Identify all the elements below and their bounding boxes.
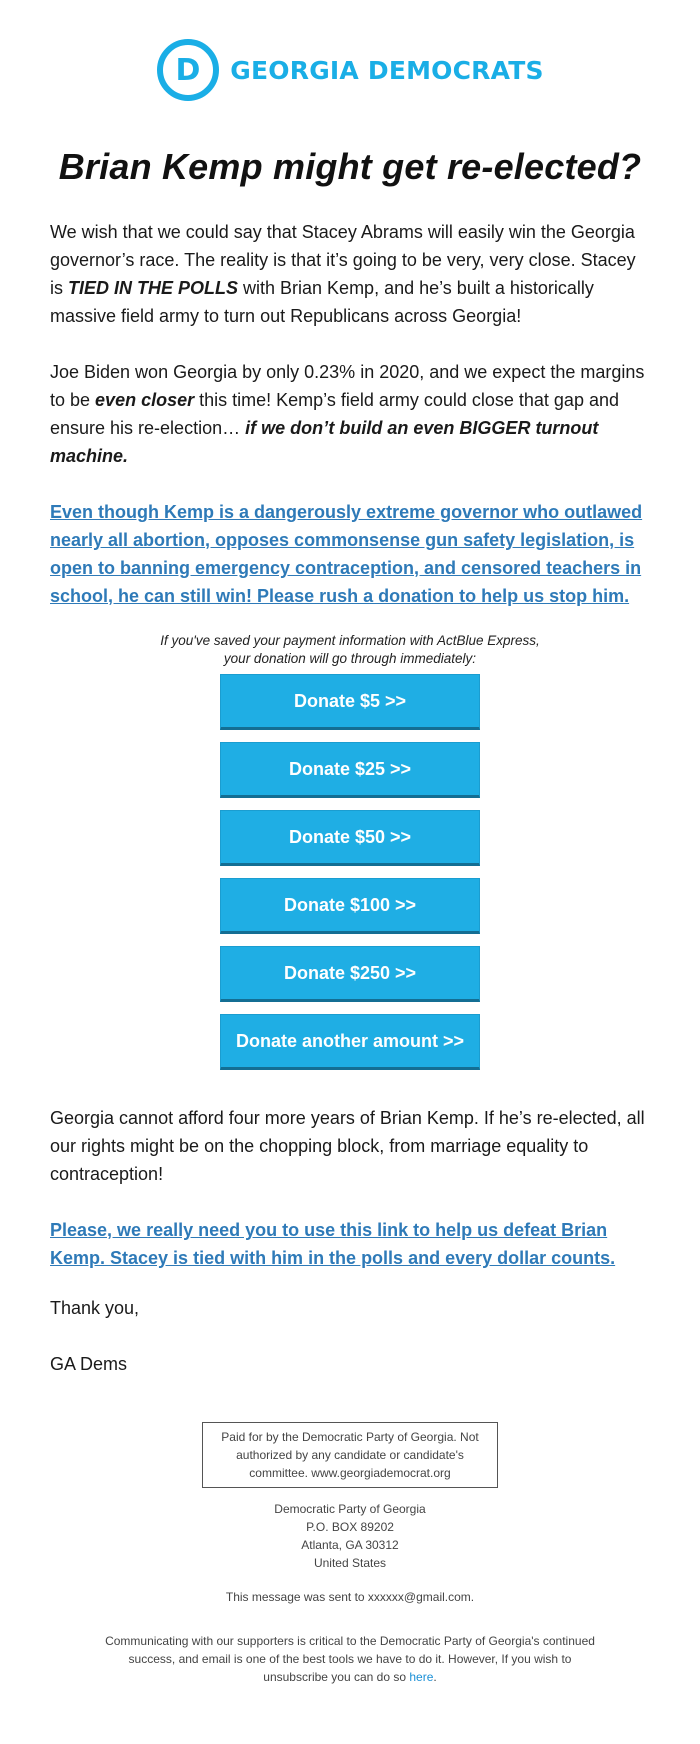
- democrats-d-logo-icon: [156, 38, 220, 102]
- unsubscribe-text: Communicating with our supporters is critical to the Democratic Party of Georgia's continued success, and email is one of the best tools we have to do it. However, If you wish to unsubscribe you can do so: [105, 1634, 595, 1684]
- address-line-1: Democratic Party of Georgia: [274, 1502, 426, 1516]
- unsubscribe-end: .: [433, 1670, 437, 1684]
- email-body: [0, 146, 700, 1378]
- intro-text-1: We wish that we could say that Stacey Abrams will easily win the Georgia governor’s race. The reality is that it’s going to be very, very close. Stacey is: [50, 222, 636, 298]
- intro-text-2: with Brian Kemp, and he’s built a historically massive field army to turn out Republicans across Georgia!: [50, 278, 594, 326]
- donation-appeal-link[interactable]: Even though Kemp is a dangerously extreme governor who outlawed nearly all abortion, opposes commonsense gun safety legislation, is open to banning emergency contraception, and censored teachers in school, he can still win! Please rush a donation to help us stop him.: [50, 502, 643, 606]
- turnout-machine-emphasis: if we don’t build an even BIGGER turnout machine.: [50, 418, 599, 466]
- biden-text-2: this time! Kemp’s field army could close that gap and ensure his re-election…: [50, 390, 619, 438]
- logo-text: GEORGIA DEMOCRATS: [230, 55, 544, 85]
- footer: [0, 1422, 700, 1686]
- unsubscribe-link[interactable]: here: [409, 1670, 434, 1684]
- intro-paragraph: [50, 218, 650, 330]
- donate-buttons: [50, 674, 650, 1082]
- address-line-2: P.O. BOX 89202: [306, 1520, 394, 1534]
- logo-letter: D: [175, 53, 201, 88]
- defeat-kemp-link[interactable]: Please, we really need you to use this link to help us defeat Brian Kemp. Stacey is tied with him in the polls and every dollar counts.: [50, 1220, 616, 1268]
- address-line-4: United States: [313, 1556, 387, 1570]
- biden-paragraph: [50, 358, 650, 470]
- mailing-address: [0, 1500, 700, 1572]
- actblue-express-note: [50, 632, 650, 668]
- biden-text-1: Joe Biden won Georgia by only 0.23% in 2020, and we expect the margins to be: [50, 362, 645, 410]
- paid-for-disclaimer: Paid for by the Democratic Party of Georgia. Not authorized by any candidate or candidate's committee. www.georgiademocrat.org: [202, 1422, 498, 1488]
- donate-5-button[interactable]: Donate $5 >>: [220, 674, 480, 730]
- donate-25-button[interactable]: Donate $25 >>: [220, 742, 480, 798]
- closing-thank-you: Thank you,: [50, 1298, 140, 1318]
- signature: GA Dems: [50, 1354, 128, 1374]
- actblue-note-line-2: your donation will go through immediately:: [223, 651, 477, 666]
- unsubscribe-notice: [0, 1632, 700, 1686]
- tied-in-polls-emphasis: TIED IN THE POLLS: [68, 278, 239, 298]
- closing-section: [50, 1104, 650, 1378]
- donate-other-amount-button[interactable]: Donate another amount >>: [220, 1014, 480, 1070]
- donate-250-button[interactable]: Donate $250 >>: [220, 946, 480, 1002]
- headline: Brian Kemp might get re-elected?: [58, 146, 642, 187]
- donate-50-button[interactable]: Donate $50 >>: [220, 810, 480, 866]
- actblue-note-line-1: If you've saved your payment information with ActBlue Express,: [160, 633, 540, 648]
- donate-100-button[interactable]: Donate $100 >>: [220, 878, 480, 934]
- address-line-3: Atlanta, GA 30312: [301, 1538, 399, 1552]
- header: [0, 0, 700, 140]
- rights-paragraph: Georgia cannot afford four more years of Brian Kemp. If he’s re-elected, all our rights might be on the chopping block, from marriage equality to contraception!: [50, 1108, 645, 1184]
- georgia-democrats-logo: [156, 38, 543, 102]
- sent-to-notice: This message was sent to xxxxxx@gmail.com.: [225, 1590, 475, 1604]
- even-closer-emphasis: even closer: [95, 390, 195, 410]
